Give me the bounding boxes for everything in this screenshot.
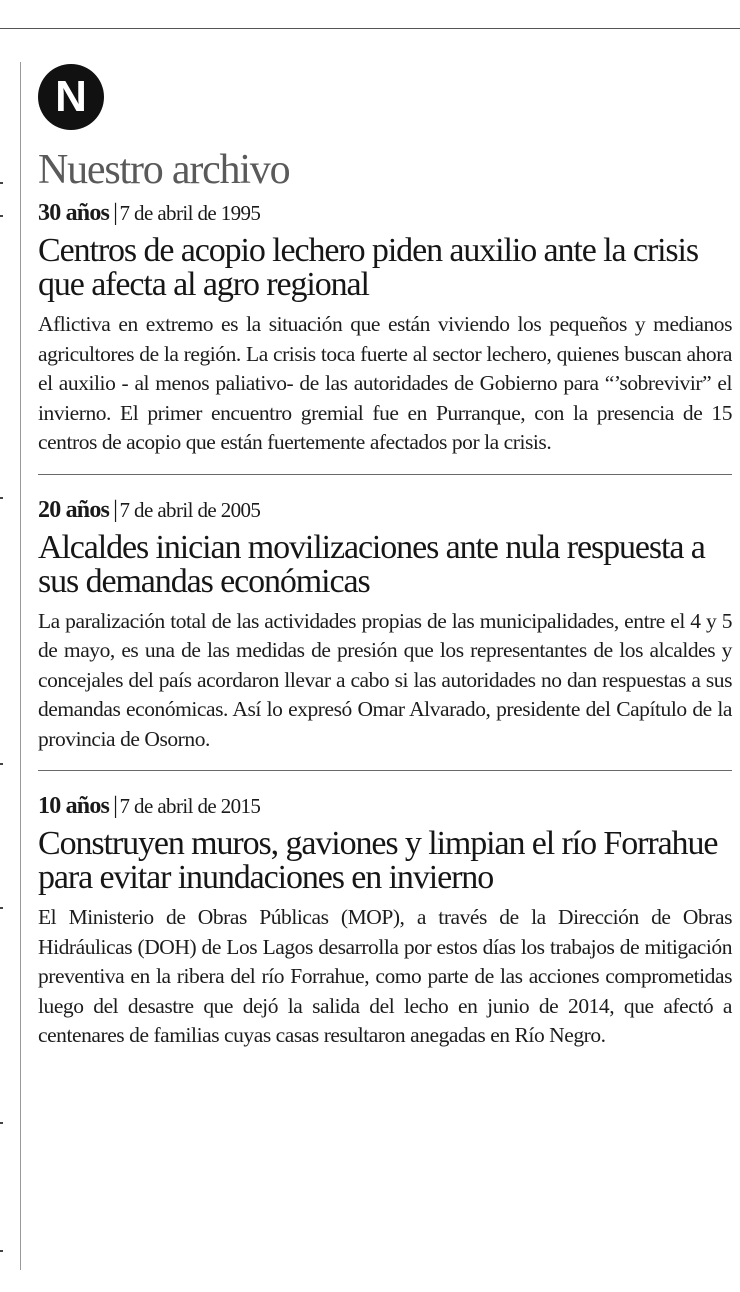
article-meta — [38, 198, 732, 228]
article-meta — [38, 791, 732, 821]
article-divider — [38, 474, 732, 475]
margin-tick — [0, 1122, 3, 1124]
archive-column — [38, 64, 732, 1051]
column-divider — [20, 62, 21, 1270]
article-body: La paralización total de las actividades propias de las municipalidades, entre el 4 y 5 de mayo, es una de las medidas de presión que los representantes de los alcaldes y concejales del país acordaron llevar a cabo si las autoridades no dan respuestas a sus demandas económicas. Así lo expresó Omar Alvarado, presidente del Capítulo de la provincia de Osorno. — [38, 608, 732, 751]
margin-tick — [0, 497, 3, 499]
margin-tick — [0, 215, 3, 217]
section-logo-badge — [38, 64, 104, 130]
top-divider — [0, 28, 740, 29]
archive-article — [38, 791, 732, 1051]
article-years-ago: 20 años — [38, 496, 110, 523]
margin-tick — [0, 907, 3, 909]
article-date: 7 de abril de 1995 — [119, 201, 261, 225]
article-years-ago: 30 años — [38, 200, 110, 226]
article-date: 7 de abril de 2015 — [119, 794, 261, 818]
meta-separator: | — [113, 496, 118, 523]
archive-article — [38, 495, 732, 772]
article-meta — [38, 495, 732, 525]
margin-tick — [0, 182, 3, 184]
article-divider — [38, 770, 732, 771]
section-logo-letter: N — [55, 72, 87, 121]
previous-article-remnant — [42, 0, 202, 4]
margin-tick — [0, 763, 3, 765]
article-body: Aflictiva en extremo es la situación que están viviendo los pequeños y medianos agricultores de la región. La crisis toca fuerte al sector lechero, quienes buscan ahora el auxilio - al menos paliativo- de las autoridades de Gobierno para “’sobrevivir” el invierno. El primer encuentro gremial fue en Purranque, con la presencia de 15 centros de acopio que están fuertemente afectados por la crisis. — [38, 312, 732, 454]
article-headline: Construyen muros, gaviones y limpian el río Forrahue para evitar inundaciones en invierno — [38, 825, 718, 896]
meta-separator: | — [113, 793, 118, 819]
article-headline: Alcaldes inician movilizaciones ante nula respuesta a sus demandas económicas — [38, 528, 705, 600]
margin-tick — [0, 1250, 3, 1252]
article-headline: Centros de acopio lechero piden auxilio ante la crisis que afecta al agro regional — [38, 232, 699, 303]
section-title: Nuestro archivo — [38, 147, 290, 193]
archive-article — [38, 198, 732, 475]
article-years-ago: 10 años — [38, 793, 110, 819]
meta-separator: | — [113, 200, 118, 226]
article-body: El Ministerio de Obras Públicas (MOP), a través de la Dirección de Obras Hidráulicas (DOH) de Los Lagos desarrolla por estos días los trabajos de mitigación preventiva en la ribera del río Forrahue, como parte de las acciones comprometidas luego del desastre que dejó la salida del lecho en junio de 2014, que afectó a centenares de familias cuyas casas resultaron anegadas en Río Negro. — [38, 905, 732, 1047]
article-date: 7 de abril de 2005 — [119, 497, 261, 522]
